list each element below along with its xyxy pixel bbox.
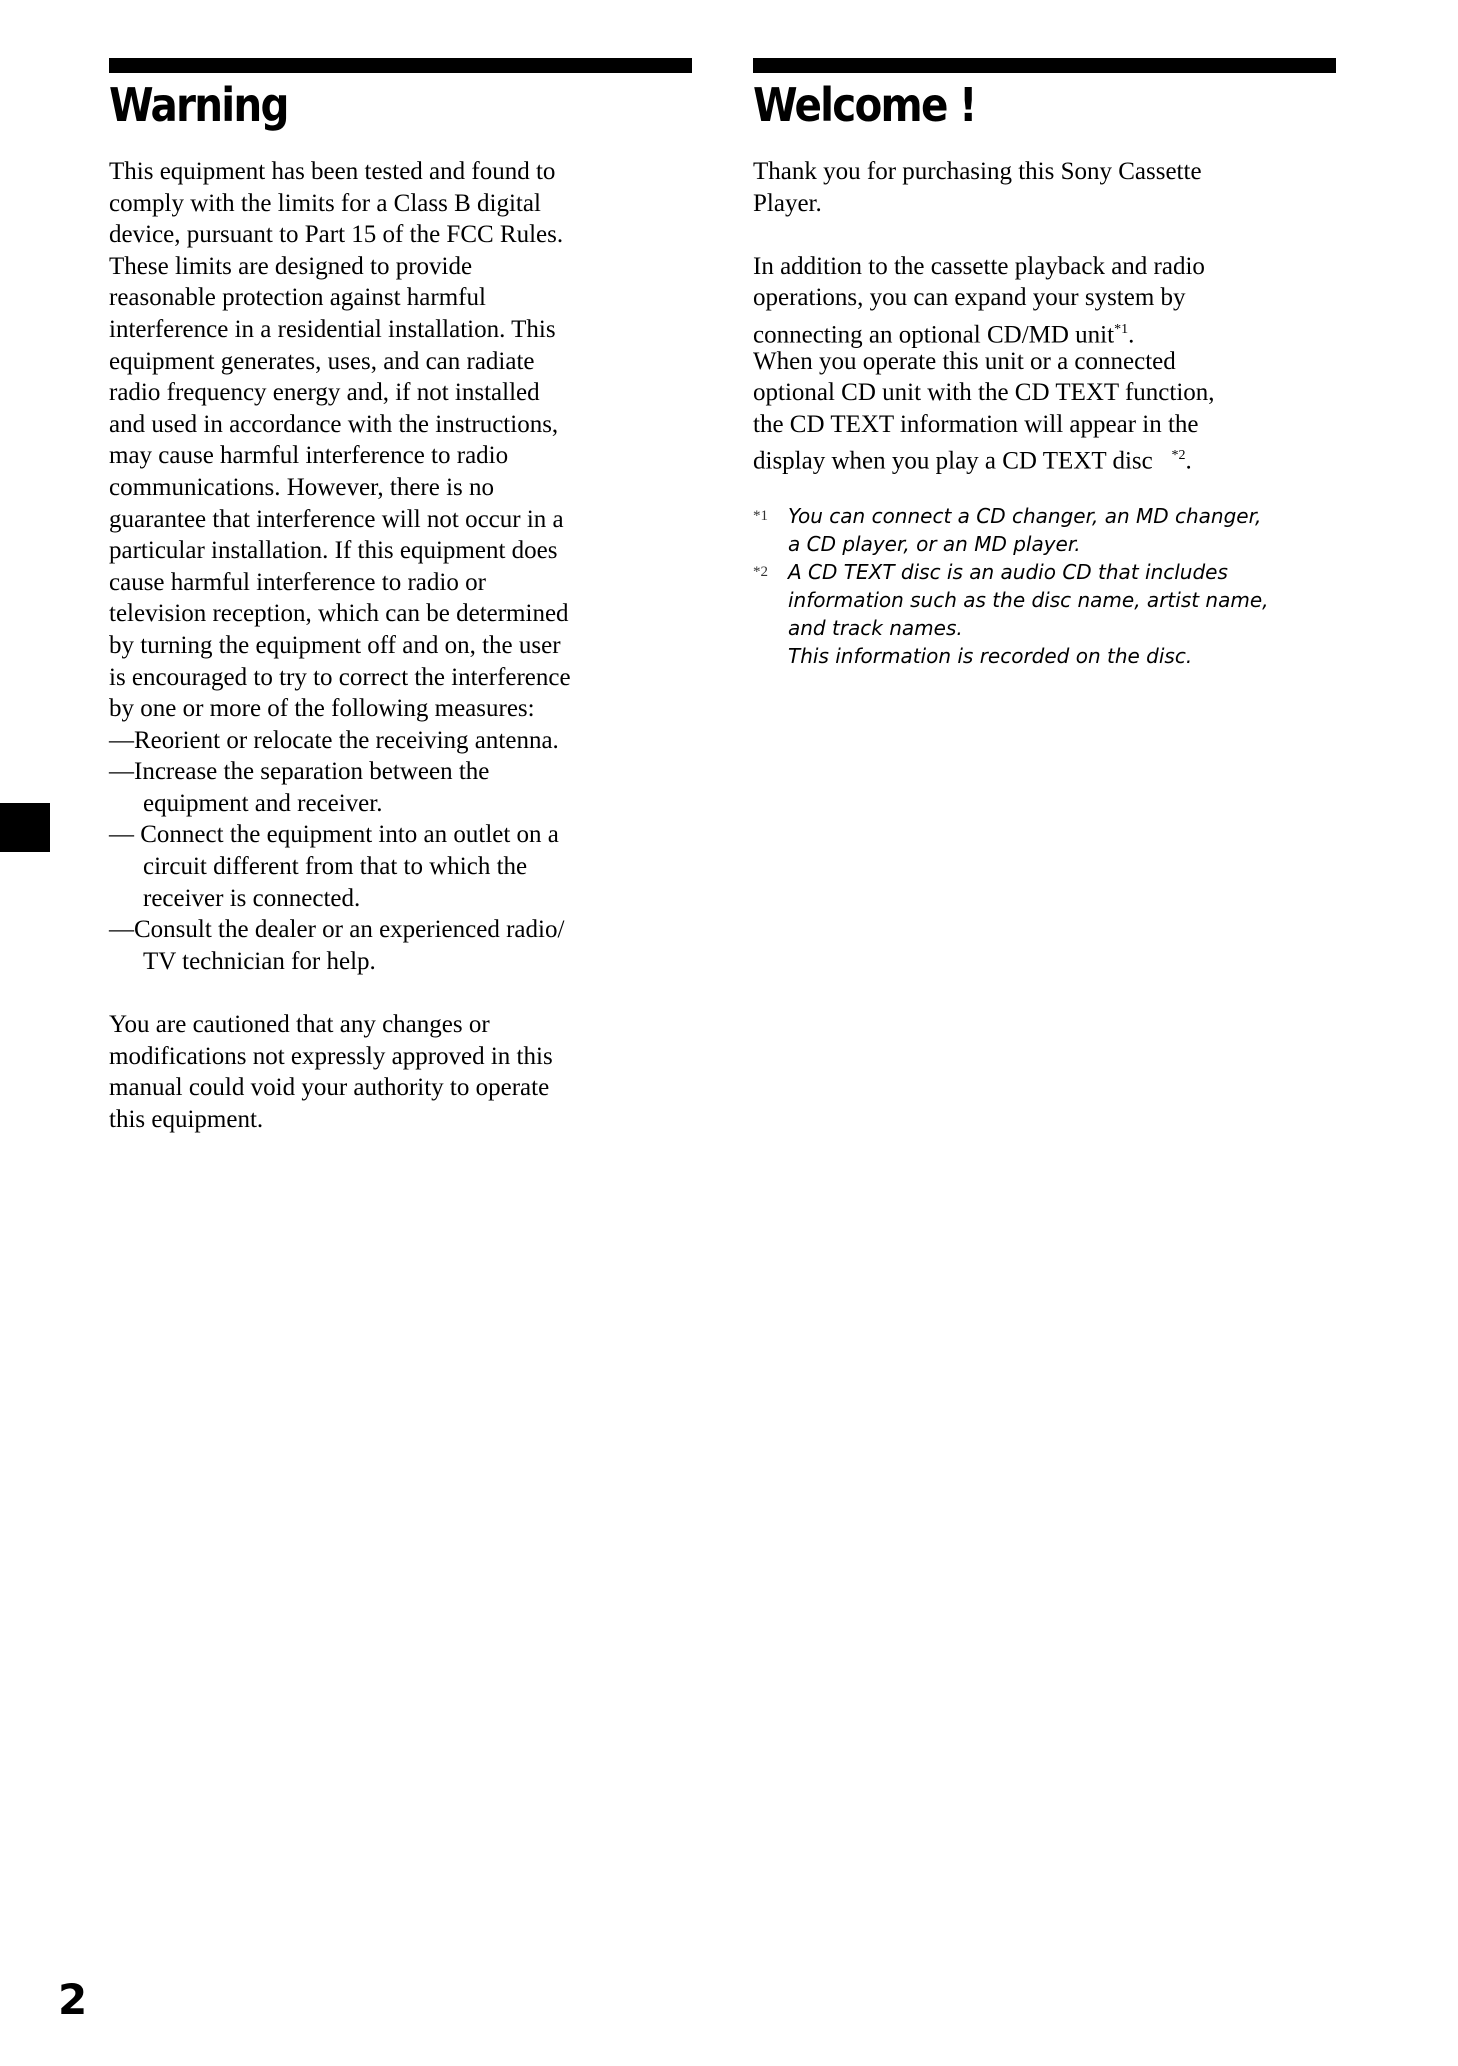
warning-body	[109, 156, 571, 1135]
text-line: this equipment.	[109, 1105, 264, 1133]
footnote-ref-2: *2	[1171, 448, 1186, 464]
warning-title: Warning	[109, 78, 288, 132]
footnotes	[753, 502, 1269, 670]
welcome-title: Welcome !	[753, 78, 976, 132]
footnote-mark	[753, 530, 788, 558]
text-line: cause harmful interference to radio or	[109, 568, 486, 596]
text-line: guarantee that interference will not occur in a	[109, 505, 564, 533]
text-line: device, pursuant to Part 15 of the FCC Rules.	[109, 221, 564, 249]
text-line: When you operate this unit or a connected	[753, 347, 1176, 375]
measure-line: —Increase the separation between the	[109, 758, 490, 786]
footnote-row	[753, 586, 1269, 614]
text-line: optional CD unit with the CD TEXT function,	[753, 379, 1215, 407]
text-line: radio frequency energy and, if not installed	[109, 379, 540, 407]
text-line: communications. However, there is no	[109, 473, 495, 501]
measure-line: —Consult the dealer or an experienced radio/	[109, 916, 565, 944]
footnote-text: a CD player, or an MD player.	[788, 532, 1081, 556]
text-line: equipment generates, uses, and can radiate	[109, 347, 535, 375]
measure-line: — Connect the equipment into an outlet on a	[109, 821, 559, 849]
footnote-mark: *1	[753, 508, 768, 524]
footnote-text: A CD TEXT disc is an audio CD that includes	[788, 560, 1228, 584]
footnote-text: information such as the disc name, artist name,	[788, 588, 1269, 612]
text-line: operations, you can expand your system by	[753, 284, 1186, 312]
text-line: by turning the equipment off and on, the user	[109, 631, 561, 659]
text-line: manual could void your authority to operate	[109, 1074, 550, 1102]
text-line: particular installation. If this equipment does	[109, 537, 558, 565]
page-number: 2	[58, 1975, 88, 2024]
text-line: These limits are designed to provide	[109, 252, 473, 280]
text-line: In addition to the cassette playback and radio	[753, 252, 1205, 280]
text-line: Thank you for purchasing this Sony Cassette	[753, 158, 1202, 185]
footnote-row	[753, 530, 1269, 558]
text-line: by one or more of the following measures:	[109, 695, 535, 723]
footnote-text: This information is recorded on the disc.	[788, 644, 1193, 668]
text-line: modifications not expressly approved in this	[109, 1042, 553, 1070]
footnote-text: You can connect a CD changer, an MD changer,	[788, 504, 1262, 528]
text-line: may cause harmful interference to radio	[109, 442, 509, 470]
footnote-row	[753, 614, 1269, 642]
measure-line: equipment and receiver.	[143, 789, 383, 817]
text-line: reasonable protection against harmful	[109, 284, 486, 312]
footnote-ref-1: *1	[1114, 321, 1129, 337]
text-line: connecting an optional CD/MD unit$^{*1}$.	[753, 321, 1135, 349]
welcome-body	[753, 156, 1215, 475]
text-line: television reception, which can be determined	[109, 600, 569, 628]
measure-line: TV technician for help.	[143, 947, 376, 975]
text-span: connecting an optional CD/MD unit	[753, 321, 1115, 349]
text-span: display when you play a CD TEXT disc	[753, 447, 1153, 475]
footnote-mark	[753, 642, 788, 670]
measure-line: —Reorient or relocate the receiving antenna.	[109, 726, 559, 754]
measure-line: circuit different from that to which the	[143, 853, 528, 881]
text-line: This equipment has been tested and found to	[109, 158, 556, 185]
text-line: comply with the limits for a Class B digital	[109, 189, 541, 217]
footnote-mark: *2	[753, 564, 768, 580]
text-line: You are cautioned that any changes or	[109, 1011, 490, 1039]
section-rule-warning	[109, 58, 692, 73]
footnote-mark	[753, 614, 788, 642]
text-line: and used in accordance with the instructions,	[109, 410, 559, 438]
footnote-row	[753, 642, 1269, 670]
section-rule-welcome	[753, 58, 1336, 73]
section-tab-marker	[0, 803, 50, 852]
text-line: the CD TEXT information will appear in the	[753, 410, 1199, 438]
footnote-text: and track names.	[788, 616, 963, 640]
footnote-row	[753, 558, 1269, 586]
footnote-mark	[753, 586, 788, 614]
text-line: is encouraged to try to correct the interference	[109, 663, 571, 691]
text-line: Player.	[753, 189, 822, 217]
text-line: display when you play a CD TEXT disc $^{*2}$.	[753, 447, 1192, 475]
measure-line: receiver is connected.	[143, 884, 361, 912]
text-line: interference in a residential installation. This	[109, 315, 556, 343]
footnote-row	[753, 502, 1269, 530]
